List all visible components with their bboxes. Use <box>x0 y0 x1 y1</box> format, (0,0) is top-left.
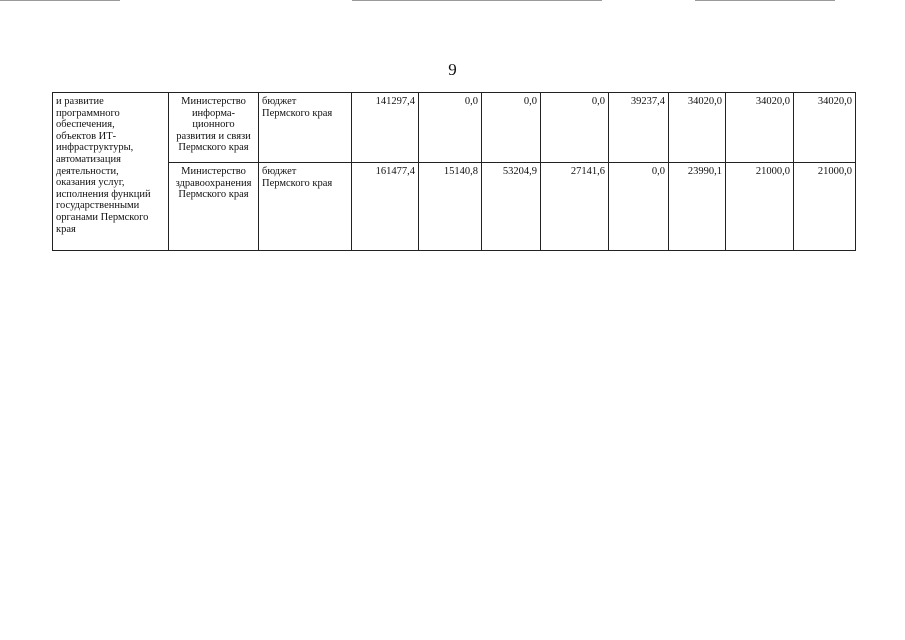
text-line: Пермского края <box>178 142 249 154</box>
text-line: Пермского края <box>262 107 333 119</box>
value-cell: 34020,0 <box>726 93 794 163</box>
page-number: 9 <box>448 60 457 79</box>
value-cell: 53204,9 <box>482 163 541 251</box>
funding-source-cell <box>259 163 352 251</box>
value-cell: 15140,8 <box>419 163 482 251</box>
value-cell: 34020,0 <box>669 93 726 163</box>
value-cell: 0,0 <box>482 93 541 163</box>
value-cell: 161477,4 <box>352 163 419 251</box>
value-cell: 23990,1 <box>669 163 726 251</box>
value-cell: 27141,6 <box>541 163 609 251</box>
value-cell: 21000,0 <box>794 163 856 251</box>
text-line: Министерство <box>181 166 246 177</box>
text-line: оказания услуг, <box>56 177 125 189</box>
text-line: органами Пермского <box>56 211 149 223</box>
text-line: Пермского края <box>178 189 249 201</box>
text-line: инфраструктуры, <box>56 142 134 154</box>
scan-edge-line <box>352 0 602 1</box>
text-line: деятельности, <box>56 165 119 177</box>
value-cell: 0,0 <box>541 93 609 163</box>
text-line: развития и связи <box>176 130 251 142</box>
text-line: информа- <box>191 107 236 119</box>
text-line: и развитие <box>56 96 104 107</box>
value-cell: 21000,0 <box>726 163 794 251</box>
text-line: программного <box>56 107 120 119</box>
text-line: обеспечения, <box>56 119 115 131</box>
scan-edge-line <box>0 0 120 1</box>
executor-cell <box>169 163 259 251</box>
text-line: Министерство <box>181 96 246 107</box>
text-line: края <box>56 223 76 235</box>
value-cell: 34020,0 <box>794 93 856 163</box>
funding-source-cell <box>259 93 352 163</box>
text-line: государственными <box>56 200 140 212</box>
text-line: здравоохранения <box>175 177 252 189</box>
executor-cell <box>169 93 259 163</box>
value-cell: 39237,4 <box>609 93 669 163</box>
value-cell: 141297,4 <box>352 93 419 163</box>
text-line: автоматизация <box>56 153 121 165</box>
text-line: ционного <box>192 119 235 131</box>
value-cell: 0,0 <box>609 163 669 251</box>
value-cell: 0,0 <box>419 93 482 163</box>
text-line: Пермского края <box>262 177 333 189</box>
text-line: бюджет <box>262 96 297 107</box>
table-row <box>53 93 856 163</box>
task-description-cell <box>53 93 169 251</box>
table-row <box>53 163 856 251</box>
text-line: исполнения функций <box>56 188 151 200</box>
text-line: объектов ИТ- <box>56 130 117 142</box>
scan-edge-line <box>695 0 835 1</box>
budget-table <box>52 92 856 251</box>
text-line: бюджет <box>262 166 297 177</box>
